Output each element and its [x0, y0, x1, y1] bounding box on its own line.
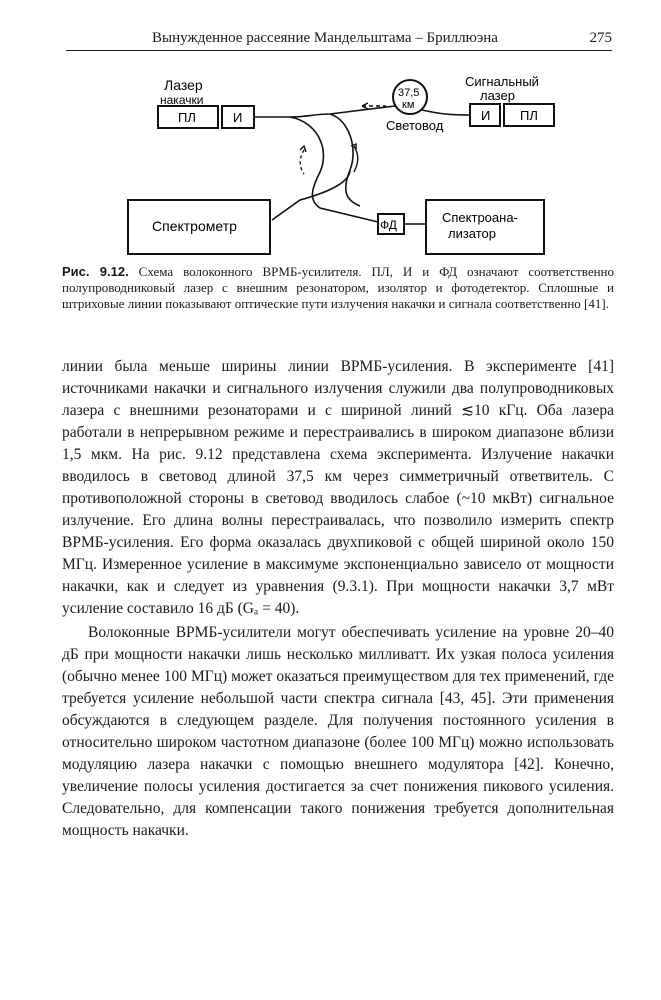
spectrometer-label: Спектрометр: [152, 218, 237, 234]
pump-laser-label-line1: Лазер: [164, 77, 203, 93]
chapter-title: Вынужденное рассеяние Мандельштама – Бриллюэна: [152, 30, 498, 46]
signal-path-arrows: [300, 103, 386, 174]
fiber-length-unit: км: [402, 99, 415, 111]
pump-laser-label-line2: накачки: [160, 93, 204, 107]
spectrum-analyzer-label-line2: лизатор: [448, 226, 497, 241]
running-header: [66, 28, 612, 51]
paragraph: Волоконные ВРМБ-усилители могут обеспечивать усиление на уровне 20–40 дБ при мощности накачки лишь несколько милливатт. Их узкая полоса усиления (обычно менее 100 МГц) может оказаться преимуществом для тех применений, где требуется усиление небольшой части спектра сигнала [43, 45]. Эти применения обсуждаются в следующем разделе. Для получения постоянного усиления в относительно широком частотном диапазоне (более 100 МГц) можно использовать модуляцию лазера накачки с помощью внешнего модулятора [42]. Конечно, увеличение полосы усиления достигается за счет понижения пикового усиления. Следовательно, для компенсации такого понижения требуется дополнительная мощность накачки.: [62, 624, 614, 839]
fiber-amplifier-diagram: [0, 60, 661, 260]
signal-laser-label-line2: лазер: [480, 88, 515, 103]
pump-laser-box-label: ПЛ: [178, 110, 196, 125]
body-text: [62, 356, 614, 842]
figure-caption-text: Схема волоконного ВРМБ-усилителя. ПЛ, И и ФД означают соответственно полупроводниковый лазер с внешним резонатором, изолятор и фотодетектор. Сплошные и штриховые линии показывают оптические пути излучения накачки и сигнала соответственно [41].: [62, 264, 614, 311]
photodetector-label: ФД: [380, 218, 397, 232]
fiber-label: Световод: [386, 118, 444, 133]
signal-laser-box-label: ПЛ: [520, 108, 538, 123]
figure-caption: [62, 264, 614, 312]
figure-number: Рис. 9.12.: [62, 264, 129, 279]
page-number: 275: [589, 30, 612, 46]
signal-laser-label-line1: Сигнальный: [465, 74, 539, 89]
pump-isolator-label: И: [233, 110, 243, 125]
spectrum-analyzer-label-line1: Спектроана-: [442, 210, 518, 225]
signal-isolator-label: И: [481, 108, 491, 123]
fiber-length-value: 37,5: [398, 87, 420, 99]
paragraph: линии была меньше ширины линии ВРМБ-усиления. В эксперименте [41] источниками накачки и сигнального излучения служили два полупроводниковых лазера с внешними резонаторами и с шириной линий ≲10 кГц. Оба лазера работали в непрерывном режиме и перестраивались в широком диапазоне вблизи 1,5 мкм. На рис. 9.12 представлена схема эксперимента. Излучение накачки вводилось в световод длиной 37,5 км через симметричный ответвитель. С противоположной стороны в световод вводилось слабое (~10 мкВт) сигнальное излучение. Его длина волны перестраивалась, что позволило измерить спектр ВРМБ-усиления. Его форма оказалась двухпиковой с общей шириной около 150 МГц. Измеренное усиление в максимуме экспоненциально зависело от мощности накачки, как и следует из уравнения (9.3.1). При мощности накачки 3,7 мВт усиление составило 16 дБ (Gₐ = 40).: [62, 358, 614, 617]
